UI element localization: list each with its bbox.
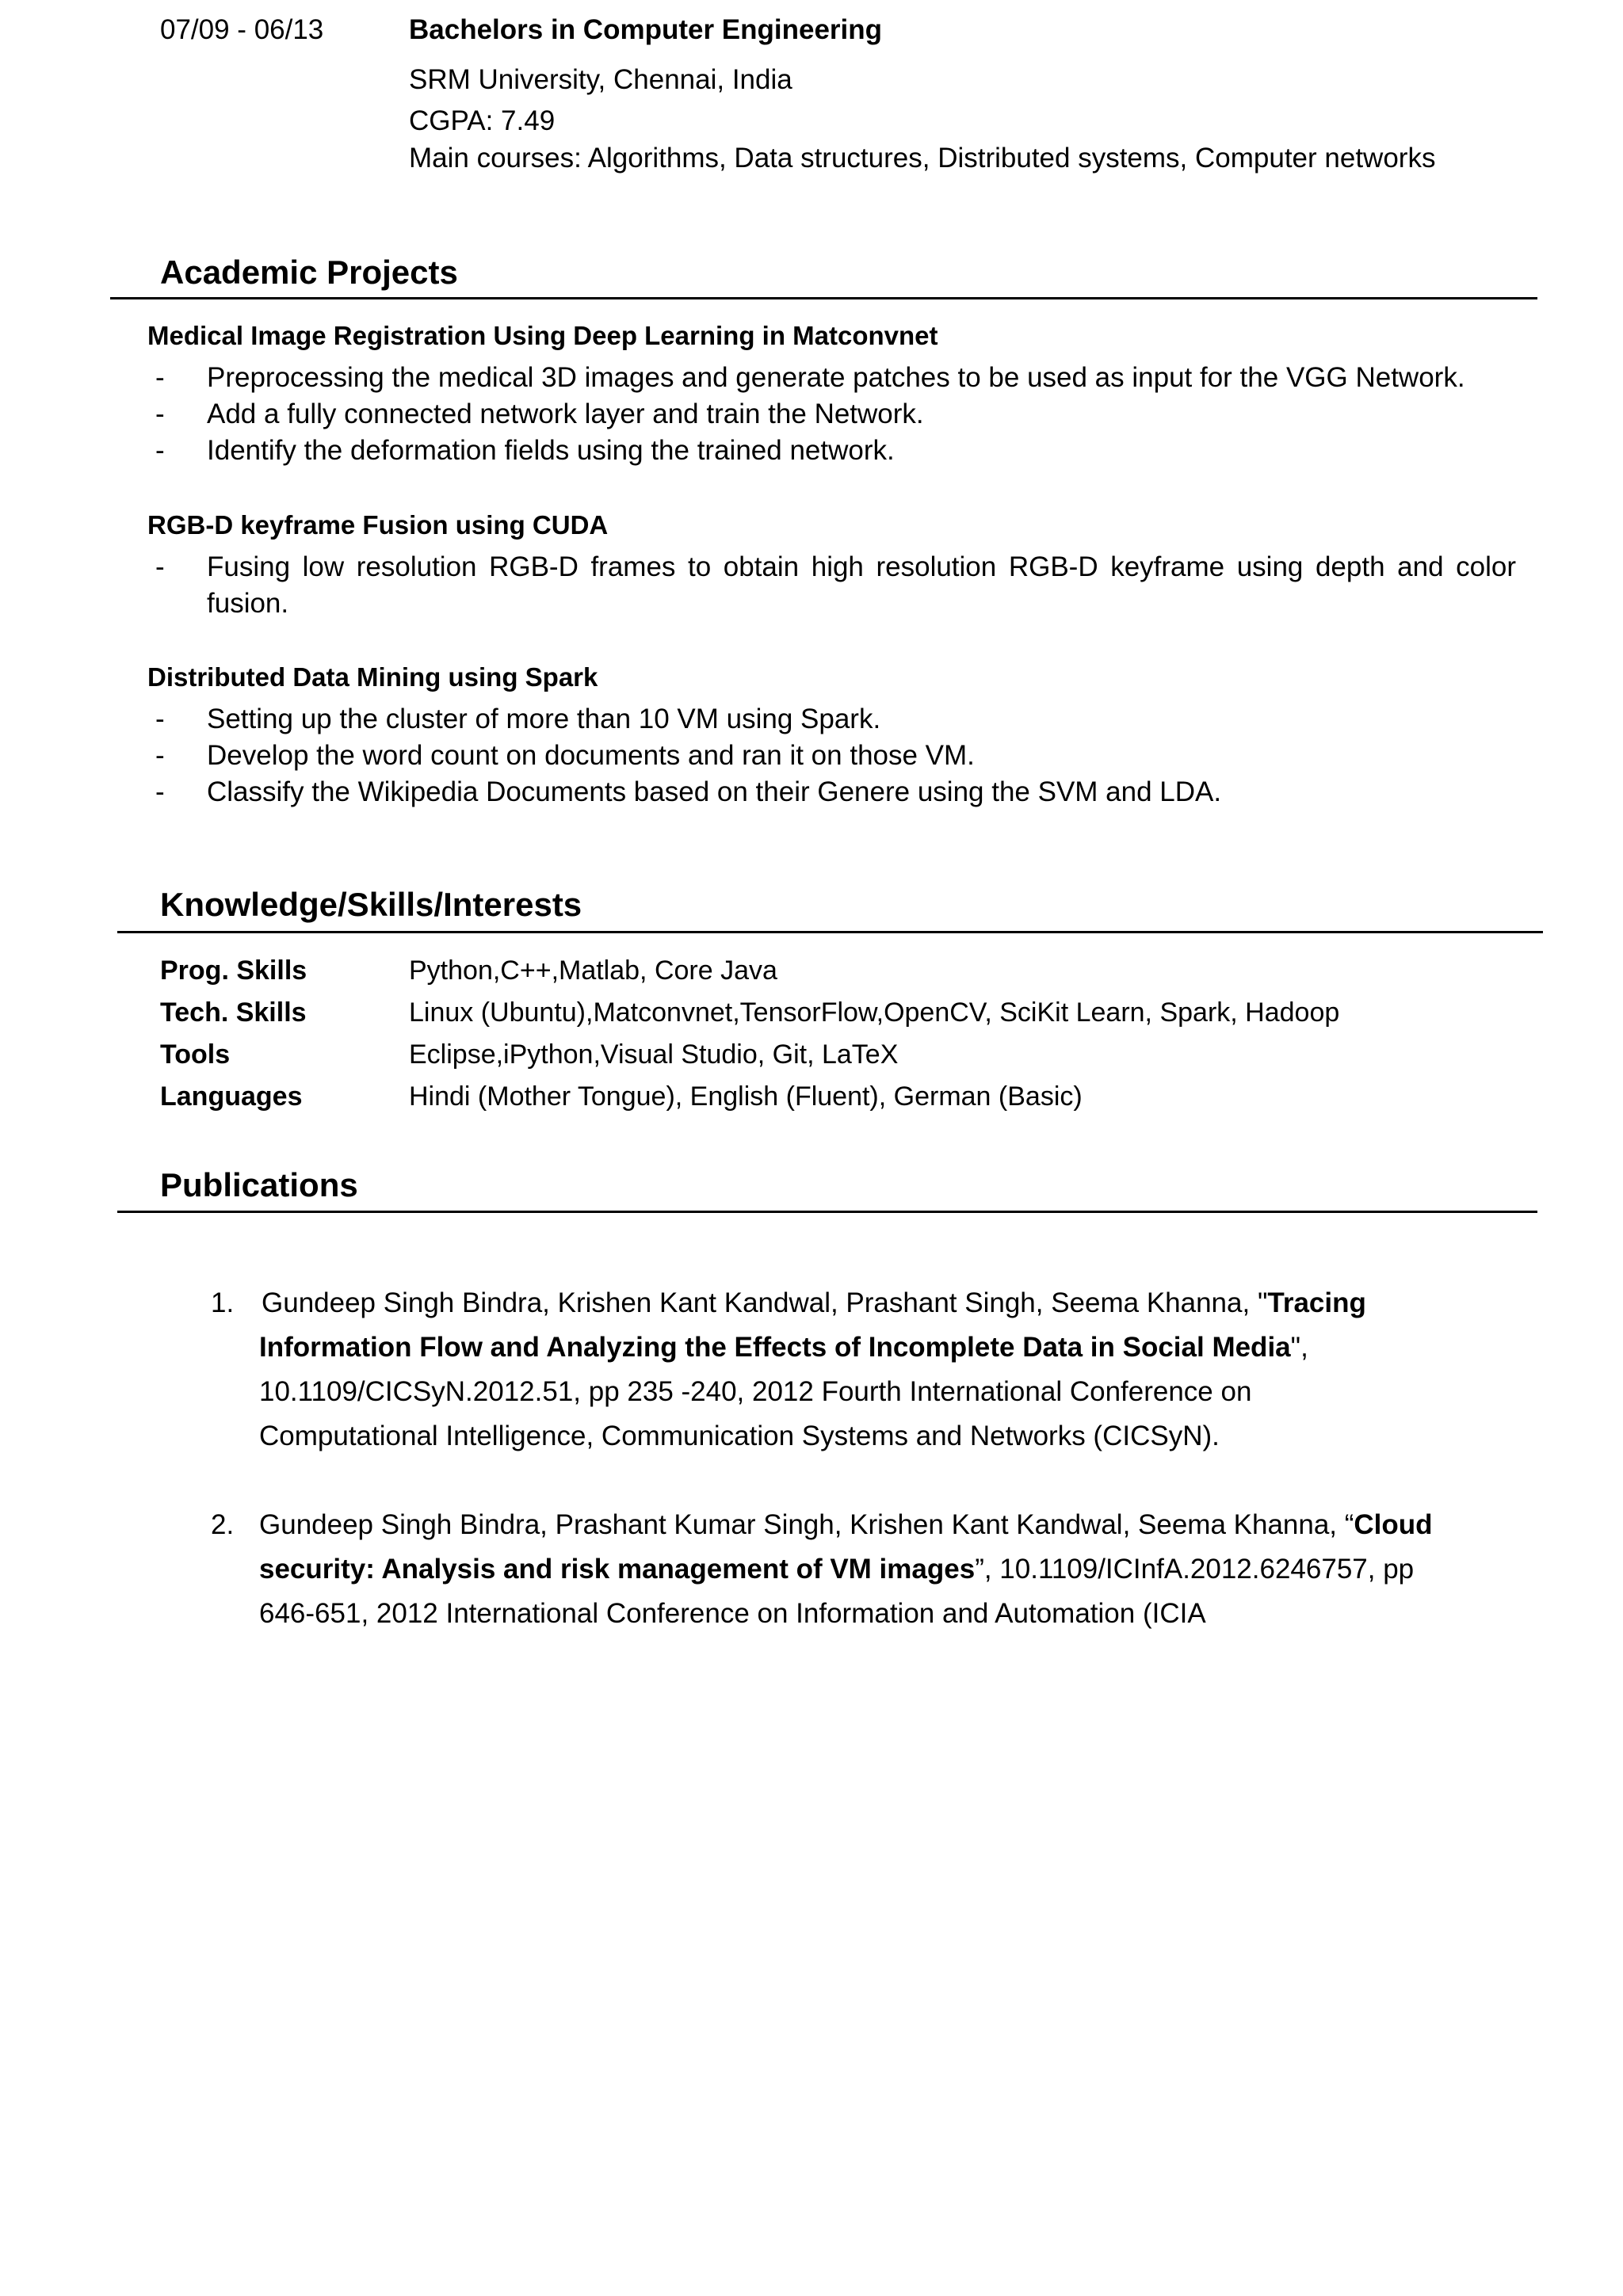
skill-value: Eclipse,iPython,Visual Studio, Git, LaTeX [409, 1039, 899, 1070]
education-courses: Main courses: Algorithms, Data structures, Distributed systems, Computer networks [409, 143, 1436, 174]
bullet-marker: - [155, 740, 165, 771]
bullet-marker: - [155, 551, 165, 582]
publication-suffix: ”, 10.1109/ICInfA.2012.6246757, pp [975, 1554, 1415, 1585]
publication-line [262, 1281, 1366, 1325]
project-bullet: Identify the deformation fields using the trained network. [207, 435, 895, 466]
publication-title: Tracing [1267, 1287, 1366, 1318]
skill-label: Prog. Skills [160, 955, 307, 986]
bullet-marker: - [155, 435, 165, 466]
skill-value: Python,C++,Matlab, Core Java [409, 955, 777, 986]
publication-line: 10.1109/CICSyN.2012.51, pp 235 -240, 2012 Fourth International Conference on [259, 1376, 1252, 1407]
publication-authors: Gundeep Singh Bindra, Krishen Kant Kandwal, Prashant Singh, Seema Khanna, " [262, 1287, 1268, 1318]
bullet-marker: - [155, 399, 165, 429]
bullet-marker: - [155, 362, 165, 393]
education-cgpa: CGPA: 7.49 [409, 105, 556, 136]
section-heading-academic-projects: Academic Projects [160, 254, 458, 291]
section-divider [117, 931, 1543, 933]
project-bullet: Setting up the cluster of more than 10 VM using Spark. [207, 704, 881, 734]
section-divider [110, 297, 1537, 299]
publication-number: 2. [211, 1509, 235, 1540]
project-bullet: Preprocessing the medical 3D images and generate patches to be used as input for the VGG Network. [207, 362, 1465, 393]
project-title: Medical Image Registration Using Deep Learning in Matconvnet [147, 321, 938, 350]
skill-value: Linux (Ubuntu),Matconvnet,TensorFlow,OpenCV, SciKit Learn, Spark, Hadoop [409, 997, 1340, 1028]
project-title: RGB-D keyframe Fusion using CUDA [147, 510, 609, 540]
skill-value: Hindi (Mother Tongue), English (Fluent), German (Basic) [409, 1081, 1083, 1112]
bullet-marker: - [155, 776, 165, 807]
education-degree: Bachelors in Computer Engineering [409, 14, 883, 45]
skill-label: Tools [160, 1039, 231, 1070]
publication-line [259, 1503, 1433, 1547]
project-bullet: Fusing low resolution RGB-D frames to obtain high resolution RGB-D keyframe using depth and color fusion. [207, 551, 1516, 619]
publication-title: Cloud [1354, 1509, 1433, 1540]
project-bullet: Add a fully connected network layer and train the Network. [207, 399, 924, 429]
publication-authors: Gundeep Singh Bindra, Prashant Kumar Singh, Krishen Kant Kandwal, Seema Khanna, “ [259, 1509, 1354, 1540]
publication-title: security: Analysis and risk management of VM images [259, 1554, 976, 1585]
publication-suffix: ", [1290, 1332, 1308, 1363]
publication-number: 1. [211, 1287, 235, 1318]
publication-line [259, 1325, 1308, 1370]
section-heading-skills: Knowledge/Skills/Interests [160, 886, 582, 923]
publication-line: Computational Intelligence, Communication Systems and Networks (CICSyN). [259, 1421, 1220, 1451]
publication-line [259, 1547, 1414, 1592]
education-institution: SRM University, Chennai, India [409, 64, 792, 95]
project-bullet: Classify the Wikipedia Documents based on their Genere using the SVM and LDA. [207, 776, 1222, 807]
project-bullet: Develop the word count on documents and ran it on those VM. [207, 740, 975, 771]
section-heading-publications: Publications [160, 1166, 358, 1203]
skill-label: Tech. Skills [160, 997, 307, 1028]
bullet-marker: - [155, 704, 165, 734]
skill-label: Languages [160, 1081, 303, 1112]
project-title: Distributed Data Mining using Spark [147, 662, 598, 692]
section-divider [117, 1211, 1537, 1213]
publication-title: Information Flow and Analyzing the Effects of Incomplete Data in Social Media [259, 1332, 1291, 1363]
education-date: 07/09 - 06/13 [160, 14, 324, 45]
publication-line: 646-651, 2012 International Conference on Information and Automation (ICIA [259, 1598, 1206, 1629]
